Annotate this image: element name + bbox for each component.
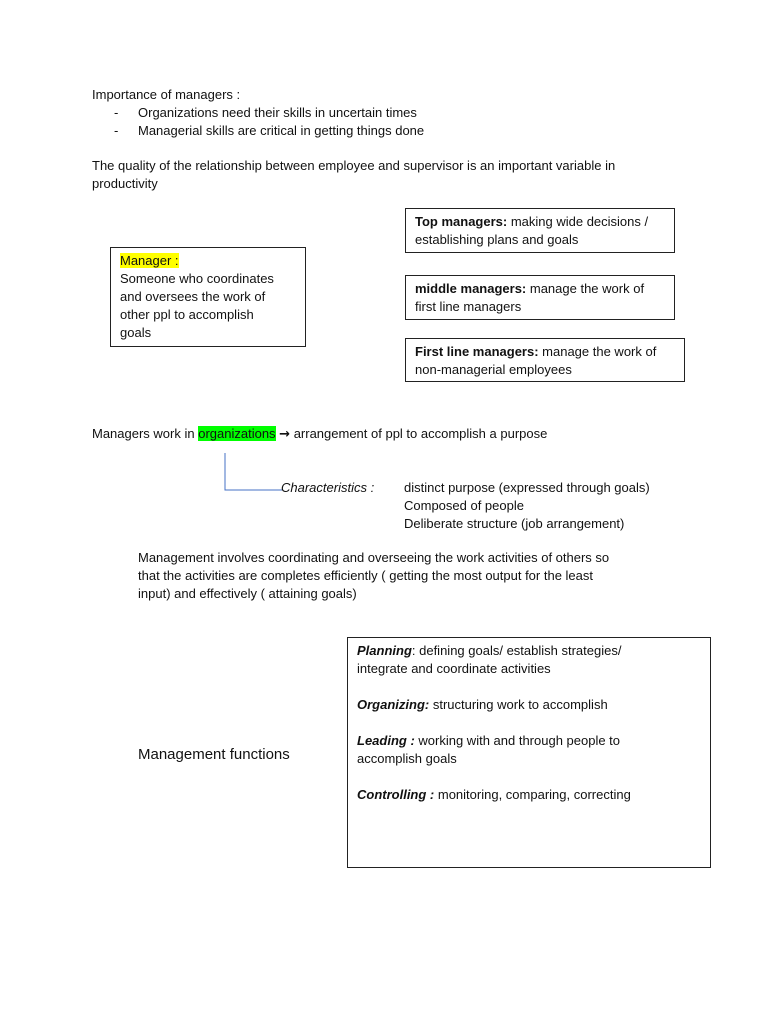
organizations-line (92, 425, 547, 444)
first-line-managers-label: First line managers: (415, 344, 539, 359)
arrow-right-icon: → (279, 427, 291, 442)
middle-managers-label: middle managers: (415, 281, 527, 296)
organizing-text: structuring work to accomplish (429, 697, 608, 712)
organizations-prefix: Managers work in (92, 426, 199, 441)
organizing-label: Organizing: (357, 697, 430, 712)
planning-text: integrate and coordinate activities (357, 661, 551, 676)
characteristics-list (404, 479, 650, 533)
top-managers-label: Top managers: (415, 214, 508, 229)
top-managers-text: establishing plans and goals (415, 232, 579, 247)
manager-definition-box (110, 247, 306, 347)
manager-definition-line: Someone who coordinates (120, 271, 274, 286)
planning-text: : defining goals/ establish strategies/ (411, 643, 622, 658)
paragraph-line: input) and effectively ( attaining goals) (138, 586, 357, 601)
characteristics-label: Characteristics : (281, 480, 375, 495)
management-definition (138, 549, 609, 603)
paragraph-line: that the activities are completes efficiently ( getting the most output for the least (138, 568, 593, 583)
middle-managers-text: manage the work of (526, 281, 645, 296)
importance-heading: Importance of managers : (92, 87, 241, 102)
list-item (114, 122, 425, 140)
leading-label: Leading : (357, 733, 415, 748)
relationship-paragraph (92, 157, 712, 193)
first-line-managers-text: manage the work of (538, 344, 657, 359)
top-managers-box (405, 208, 675, 253)
manager-definition-line: other ppl to accomplish (120, 307, 254, 322)
list-item: distinct purpose (expressed through goals) (404, 480, 650, 495)
paragraph-line: productivity (92, 176, 158, 191)
manager-definition-line: goals (120, 325, 152, 340)
top-managers-text: making wide decisions / (507, 214, 649, 229)
paragraph-line: The quality of the relationship between employee and supervisor is an important variable in (92, 158, 616, 173)
planning-label: Planning (357, 643, 412, 658)
first-line-managers-text: non-managerial employees (415, 362, 572, 377)
list-item (114, 104, 417, 122)
paragraph-line: Management involves coordinating and overseeing the work activities of others so (138, 550, 610, 565)
list-item: Composed of people (404, 498, 524, 513)
leading-text: working with and through people to (414, 733, 621, 748)
controlling-label: Controlling : (357, 787, 435, 802)
manager-title: Manager : (120, 253, 179, 268)
organizations-suffix: arrangement of ppl to accomplish a purpose (290, 426, 548, 441)
management-functions-box (347, 637, 711, 868)
list-item: Deliberate structure (job arrangement) (404, 516, 625, 531)
leading-text: accomplish goals (357, 751, 457, 766)
controlling-text: monitoring, comparing, correcting (434, 787, 631, 802)
bullet-text: Managerial skills are critical in getting things done (138, 123, 425, 138)
connector-line (220, 450, 290, 495)
middle-managers-text: first line managers (415, 299, 522, 314)
manager-definition-line: and oversees the work of (120, 289, 266, 304)
first-line-managers-box (405, 338, 685, 382)
bullet-text: Organizations need their skills in uncertain times (138, 105, 417, 120)
organizations-highlight: organizations (198, 426, 276, 441)
bullet-dash: - (114, 123, 119, 138)
middle-managers-box (405, 275, 675, 320)
management-functions-heading: Management functions (138, 746, 290, 763)
bullet-dash: - (114, 105, 119, 120)
